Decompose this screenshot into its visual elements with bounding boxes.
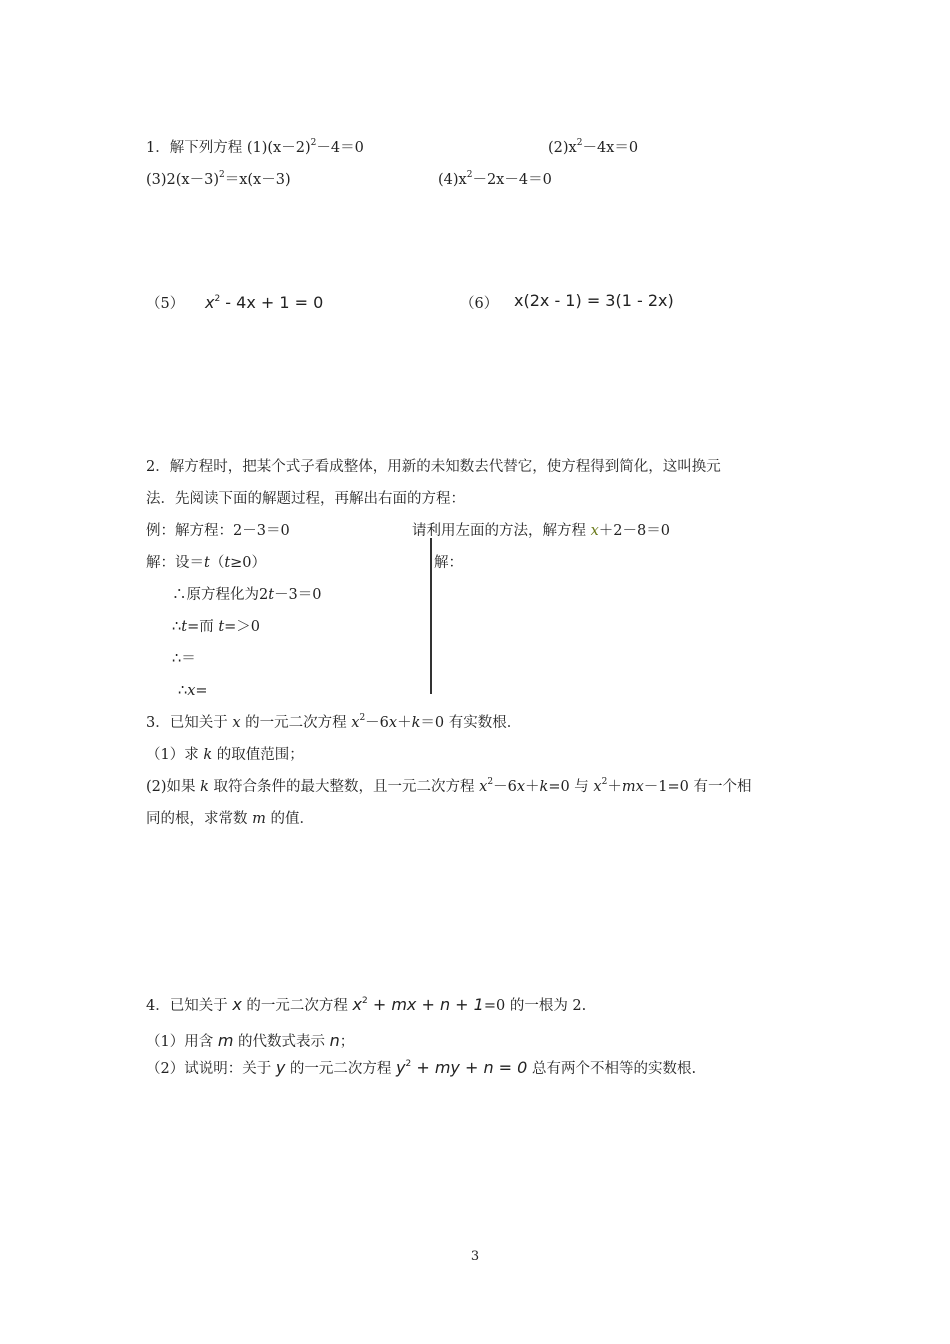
q2-step1: ∴原方程化为2t－3＝0 xyxy=(172,587,322,603)
q4-line1: 4．已知关于 x 的一元二次方程 $x^2$ + mx + n + 1=0 的一根为 2. xyxy=(146,995,587,1014)
q3-line1: 3．已知关于 x 的一元二次方程 $x^2-6x+k=0$ 有实数根． xyxy=(146,713,522,731)
q2-line2: 法．先阅读下面的解题过程，再解出右面的方程： xyxy=(146,491,465,507)
q3-part1: （1）求 k 的取值范围； xyxy=(146,747,304,763)
q3-part2: (2)如果 k 取符合条件的最大整数，且一元二次方程 $x^2-6x+k=0$ 与 $x^2+mx-1=0$ 有一个相 xyxy=(146,777,752,795)
q2-step3: ∴＝ xyxy=(172,651,196,667)
q2-step4: ∴x= xyxy=(178,683,208,699)
q2-right-solution: 解： xyxy=(434,555,463,571)
q1-eq3: $(3)2(x-3)^2=x(x-3)$ xyxy=(146,170,291,188)
q1-line1: 1．解下列方程 $(1)(x-2)^2-4=0$ xyxy=(146,138,364,156)
q4-part1: （1）用含 m 的代数式表示 n； xyxy=(146,1031,355,1050)
q3-part2-line2: 同的根，求常数 m 的值． xyxy=(146,811,314,827)
q1-eq6-label: （6） xyxy=(460,296,499,312)
q2-step2: ∴t=而 t=＞0 xyxy=(172,619,261,635)
q4-part2: （2）试说明：关于 y 的一元二次方程 $y^2$ + my + n = 0 总有两个不相等的实数根. xyxy=(146,1058,697,1077)
q1-eq4: $(4)x^2-2x-4=0$ xyxy=(438,170,552,188)
page-number: 3 xyxy=(470,1249,480,1264)
q2-example: 例：解方程：2－3＝0 xyxy=(146,523,290,539)
q1-eq5-label: （5） xyxy=(146,296,185,312)
q1-eq6: x(2x - 1) = 3(1 - 2x) xyxy=(514,291,674,310)
q1-eq1: $(1)(x-2)^2-4=0$ xyxy=(246,138,364,156)
q1-eq5: $x^2 - 4x + 1 = 0$ xyxy=(205,293,324,312)
q1-eq2: $(2)x^2-4x=0$ xyxy=(548,138,639,156)
q2-right-task: 请利用左面的方法，解方程 x＋2－8＝0 xyxy=(412,523,670,539)
q2-line1: 2．解方程时，把某个式子看成整体，用新的未知数去代替它，使方程得到简化，这叫换元 xyxy=(146,459,721,475)
q2-solution-set: 解：设＝t（t≥0） xyxy=(146,555,267,571)
q2-divider-line xyxy=(430,538,432,694)
